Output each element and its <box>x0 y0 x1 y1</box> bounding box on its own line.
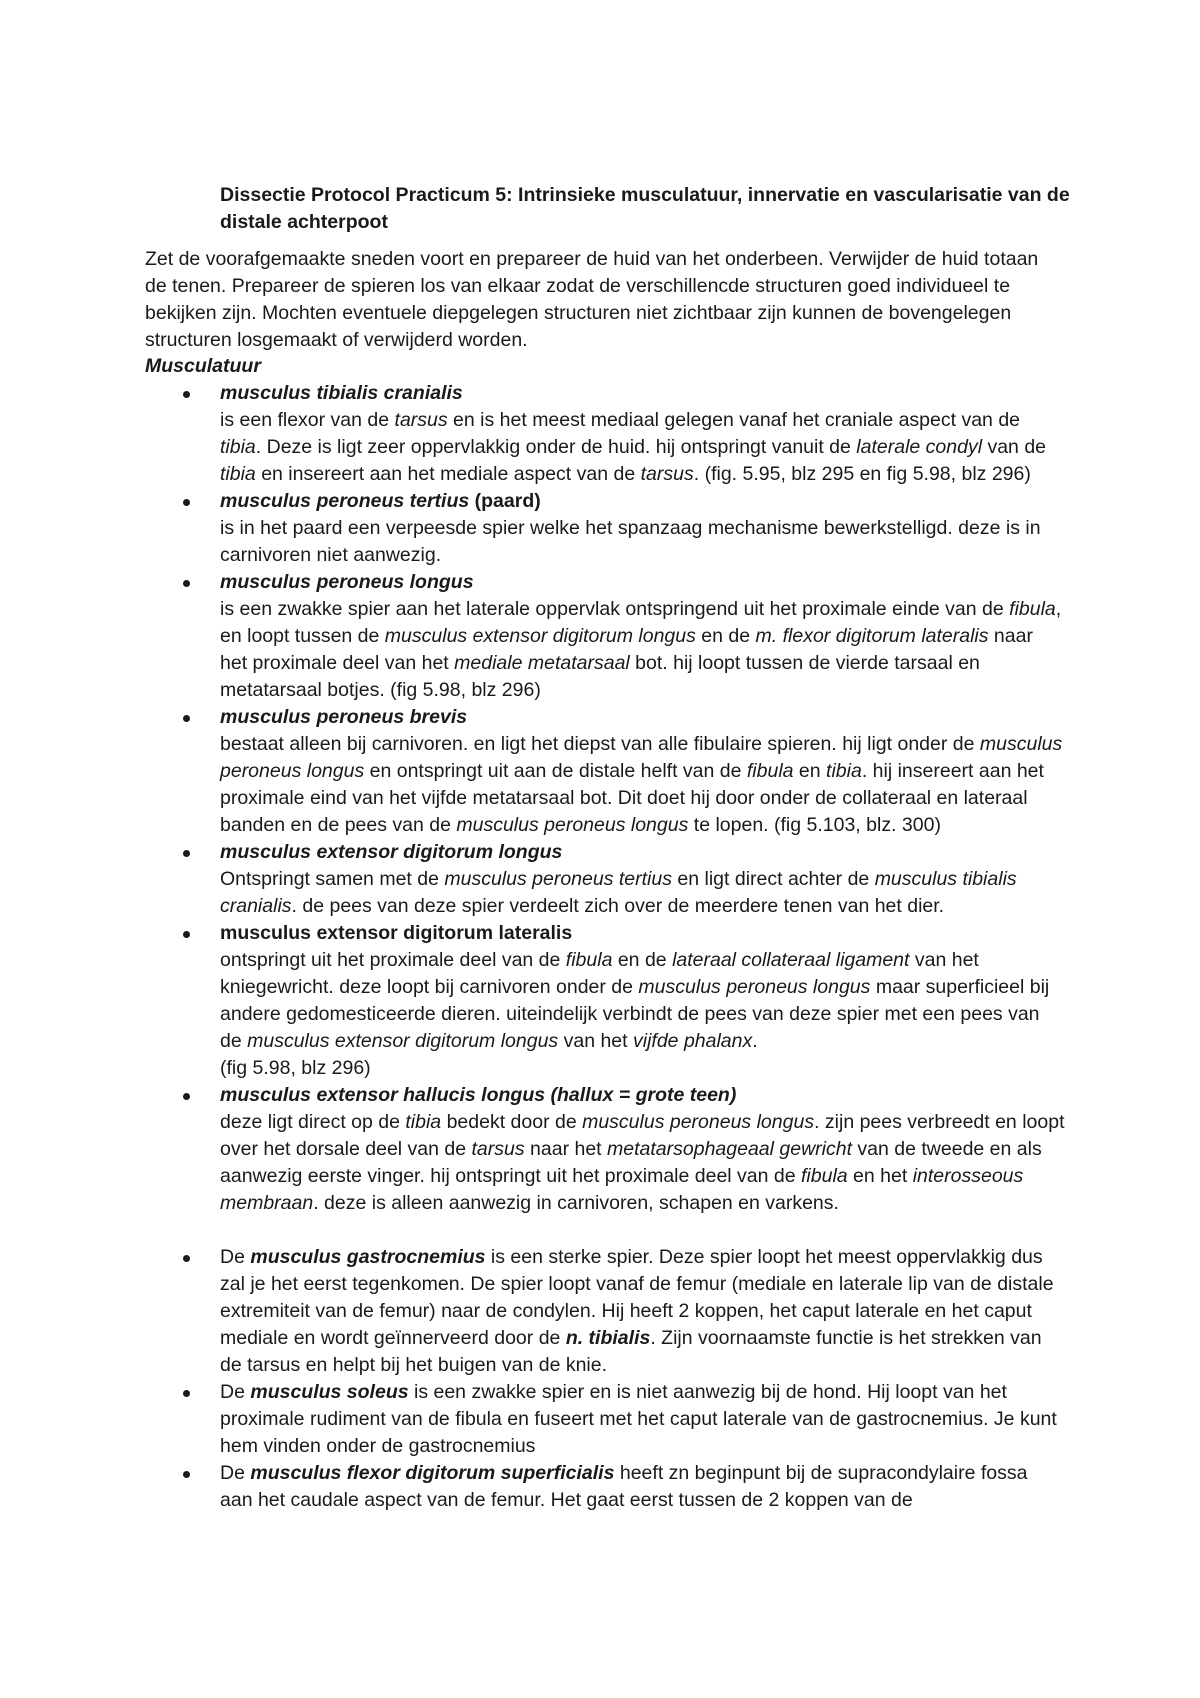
description-text: deze ligt direct op de <box>220 1111 406 1133</box>
italic-term: laterale condyl <box>856 436 983 458</box>
description-text: van de <box>982 436 1047 458</box>
description-text: is een zwakke spier aan het laterale oppervlak ontspringend uit het proximale einde van de <box>220 598 1010 620</box>
muscle-heading <box>220 569 1065 596</box>
heading-note: (paard) <box>469 490 541 512</box>
italic-term: tarsus <box>394 409 448 431</box>
description-text: en het <box>847 1165 913 1187</box>
bullet-icon <box>183 1471 190 1478</box>
muscle-description <box>220 866 1065 920</box>
description-text: maar superficieel bij andere gedomesticeerde dieren. uiteindelijk verbindt de pees van deze spier met een pees van de <box>220 976 1050 1052</box>
muscle-description <box>220 947 1065 1055</box>
description-text: naar het <box>524 1138 608 1160</box>
italic-term: fibula <box>1009 598 1056 620</box>
italic-term: lateraal collateraal ligament <box>672 949 910 971</box>
description-text: te lopen. (fig 5.103, blz. 300) <box>688 814 941 836</box>
muscle-description <box>220 407 1065 488</box>
list-item <box>0 1379 1065 1460</box>
muscle-name: musculus gastrocnemius <box>250 1246 486 1268</box>
description-text: . <box>752 1030 758 1052</box>
description-text: van de tweede en als aanwezig eerste vinger. hij ontspringt uit het proximale deel van de <box>220 1138 1042 1187</box>
muscle-description <box>220 515 1065 569</box>
italic-term: tibia <box>826 760 862 782</box>
description-text: is een sterke spier. Deze spier loopt het meest oppervlakkig dus zal je het eerst tegenkomen. De spier loopt vanaf de femur (mediale en laterale lip van de distale extremiteit van de femur) naar de condylen. Hij heeft 2 koppen, het caput laterale en het caput mediale en wordt geïnnerveerd door de <box>220 1246 1054 1349</box>
italic-term: m. flexor digitorum lateralis <box>755 625 989 647</box>
muscle-description <box>220 596 1065 704</box>
list-item <box>0 488 1065 569</box>
italic-term: fibula <box>565 949 613 971</box>
muscle-description <box>220 1109 1065 1217</box>
description-text: bedekt door de <box>441 1111 583 1133</box>
description-text: en insereert aan het mediale aspect van de <box>255 463 641 485</box>
muscle-paragraph <box>220 1460 1065 1514</box>
description-text: . zijn pees verbreedt en loopt over het dorsale deel van de <box>220 1111 1065 1160</box>
muscle-name: musculus peroneus tertius <box>220 490 470 512</box>
muscle-name: musculus extensor digitorum longus <box>220 841 563 863</box>
description-text: De <box>220 1462 251 1484</box>
description-text: . (fig. 5.95, blz 295 en fig 5.98, blz 296) <box>693 463 1031 485</box>
description-text: is in het paard een verpeesde spier welke het spanzaag mechanisme bewerkstelligd. deze is in carnivoren niet aanwezig. <box>220 517 1041 566</box>
figure-reference: (fig 5.98, blz 296) <box>220 1057 371 1079</box>
description-text: en ontspringt uit aan de distale helft van de <box>364 760 747 782</box>
description-text: . de pees van deze spier verdeelt zich over de meerdere tenen van het dier. <box>291 895 945 917</box>
italic-term: interosseous membraan <box>220 1165 1024 1214</box>
description-text: is een zwakke spier en is niet aanwezig bij de hond. Hij loopt van het proximale rudiment van de fibula en fuseert met het caput laterale van de gastrocnemius. Je kunt hem vinden onder de gastrocnemius <box>220 1381 1057 1457</box>
muscle-name: musculus tibialis cranialis <box>220 382 463 404</box>
muscle-name: musculus peroneus brevis <box>220 706 468 728</box>
italic-term: tibia <box>405 1111 442 1133</box>
muscle-heading <box>220 920 1065 947</box>
description-text: De <box>220 1381 251 1403</box>
description-text: ontspringt uit het proximale deel van de <box>220 949 566 971</box>
intro-paragraph: Zet de voorafgemaakte sneden voort en prepareer de huid van het onderbeen. Verwijder de huid totaan de tenen. Prepareer de spieren los van elkaar zodat de verschillencde structuren goed individueel te bekijken zijn. Mochten eventuele diepgelegen structuren niet zichtbaar zijn kunnen de bovengelegen structuren losgemaakt of verwijderd worden. <box>145 248 1039 351</box>
italic-term: vijfde phalanx <box>633 1030 753 1052</box>
muscle-list <box>0 380 1200 1514</box>
muscle-heading <box>220 704 1065 731</box>
description-text: De <box>220 1246 251 1268</box>
muscle-heading <box>220 839 1065 866</box>
italic-term: fibula <box>801 1165 848 1187</box>
section-heading: Musculatuur <box>145 355 261 377</box>
description-text: . Zijn voornaamste functie is het strekken van de tarsus en helpt bij het buigen van de knie. <box>220 1327 1042 1376</box>
description-text: . Deze is ligt zeer oppervlakkig onder de huid. hij ontspringt vanuit de <box>255 436 857 458</box>
list-spacer <box>0 1217 1065 1244</box>
document-title: Dissectie Protocol Practicum 5: Intrinsieke musculatuur, innervatie en vascularisatie van de distale achterpoot <box>220 184 1070 233</box>
list-item <box>0 1460 1065 1514</box>
heading-note: musculus extensor digitorum lateralis <box>220 922 573 944</box>
muscle-name: musculus peroneus longus <box>220 571 474 593</box>
italic-term: musculus extensor digitorum longus <box>247 1030 559 1052</box>
italic-term: tarsus <box>471 1138 525 1160</box>
description-text: naar het proximale deel van het <box>220 625 1033 674</box>
italic-term: musculus peroneus tertius <box>444 868 672 890</box>
bullet-icon <box>183 715 190 722</box>
muscle-name: musculus soleus <box>250 1381 409 1403</box>
bullet-icon <box>183 499 190 506</box>
italic-term: metatarsophageaal gewricht <box>607 1138 852 1160</box>
list-item <box>0 920 1065 1082</box>
list-item <box>0 839 1065 920</box>
muscle-paragraph <box>220 1244 1065 1379</box>
description-text: is een flexor van de <box>220 409 395 431</box>
bullet-icon <box>183 580 190 587</box>
muscle-name: n. tibialis <box>565 1327 651 1349</box>
list-item <box>0 704 1065 839</box>
description-text: , en loopt tussen de <box>220 598 1062 647</box>
description-text: van het kniegewricht. deze loopt bij carnivoren onder de <box>220 949 979 998</box>
description-text: heeft zn beginpunt bij de supracondylaire fossa aan het caudale aspect van de femur. Het gaat eerst tussen de 2 koppen van de <box>220 1462 1028 1511</box>
muscle-description <box>220 731 1065 839</box>
bullet-icon <box>183 391 190 398</box>
muscle-heading <box>220 1082 1065 1109</box>
italic-term: musculus peroneus longus <box>456 814 689 836</box>
description-text: bestaat alleen bij carnivoren. en ligt het diepst van alle fibulaire spieren. hij ligt onder de <box>220 733 980 755</box>
description-text: en ligt direct achter de <box>671 868 875 890</box>
list-item <box>0 569 1065 704</box>
muscle-name: musculus extensor hallucis longus (hallux = grote teen) <box>220 1084 737 1106</box>
list-item <box>0 380 1065 488</box>
bullet-icon <box>183 931 190 938</box>
muscle-paragraph <box>220 1379 1065 1460</box>
description-text: en de <box>695 625 756 647</box>
bullet-icon <box>183 1255 190 1262</box>
description-text: van het <box>558 1030 633 1052</box>
description-text: en <box>793 760 827 782</box>
description-text: en is het meest mediaal gelegen vanaf het craniale aspect van de <box>447 409 1021 431</box>
italic-term: fibula <box>746 760 794 782</box>
muscle-heading <box>220 380 1065 407</box>
italic-term: tarsus <box>640 463 694 485</box>
bullet-icon <box>183 1390 190 1397</box>
italic-term: musculus peroneus longus <box>582 1111 815 1133</box>
italic-term: musculus peroneus longus <box>220 733 1063 782</box>
list-item <box>0 1082 1065 1217</box>
description-text: . deze is alleen aanwezig in carnivoren, schapen en varkens. <box>313 1192 839 1214</box>
italic-term: musculus tibialis cranialis <box>220 868 1017 917</box>
description-text: . hij insereert aan het proximale eind van het vijfde metatarsaal bot. Dit doet hij door onder de collateraal en lateraal banden en de pees van de <box>220 760 1044 836</box>
muscle-name: musculus flexor digitorum superficialis <box>250 1462 615 1484</box>
bullet-icon <box>183 850 190 857</box>
italic-term: musculus peroneus longus <box>638 976 871 998</box>
italic-term: tibia <box>220 436 256 458</box>
italic-term: mediale metatarsaal <box>454 652 630 674</box>
italic-term: musculus extensor digitorum longus <box>384 625 696 647</box>
description-text: en de <box>612 949 673 971</box>
description-text: Ontspringt samen met de <box>220 868 445 890</box>
muscle-heading <box>220 488 1065 515</box>
description-text: bot. hij loopt tussen de vierde tarsaal en metatarsaal botjes. (fig 5.98, blz 296) <box>220 652 980 701</box>
bullet-icon <box>183 1093 190 1100</box>
list-item <box>0 1244 1065 1379</box>
italic-term: tibia <box>220 463 256 485</box>
